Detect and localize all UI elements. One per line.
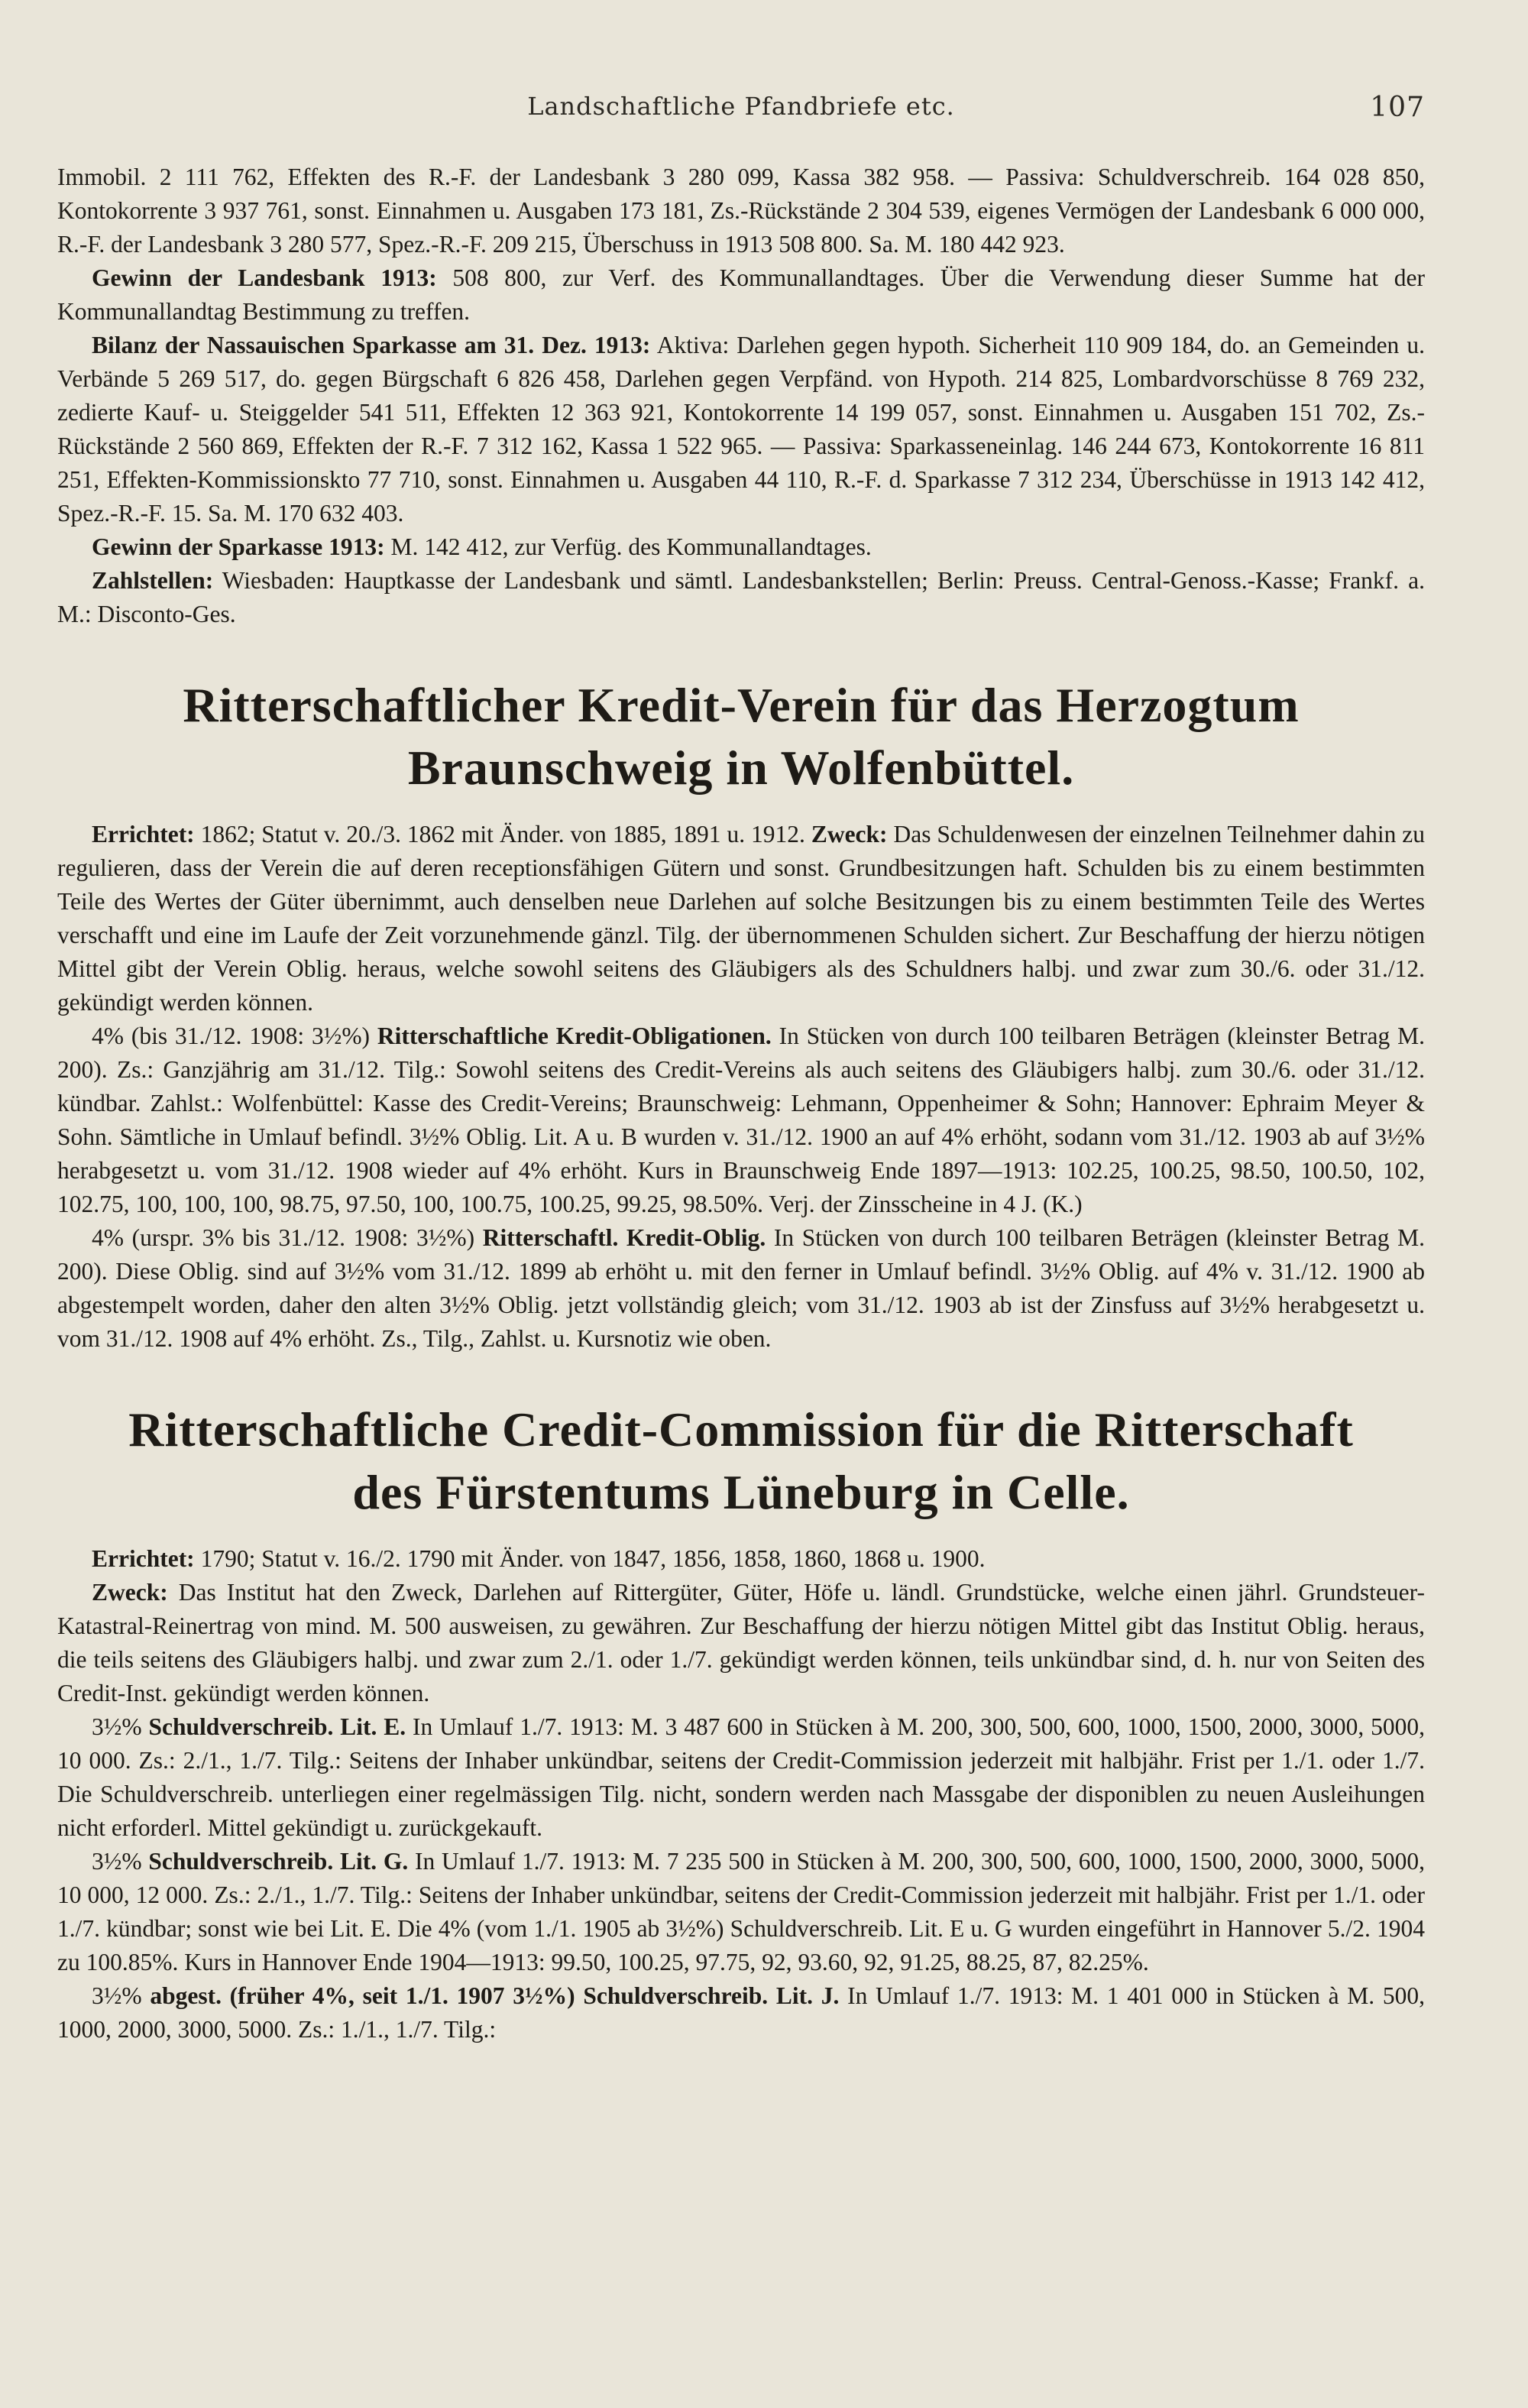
paragraph-lit-j [57, 1979, 1425, 2047]
paragraph-kredit-obligationen [57, 1019, 1425, 1221]
bilanz-sparkasse-text: Aktiva: Darlehen gegen hypoth. Sicherheit 110 909 184, do. an Gemeinden u. Verbände 5 269 517, do. gegen Bürgschaft 6 826 458, Darlehen gegen Verpfänd. von Hypoth. 214 825, Lombardvorschüsse 8 769 232, zedierte Kauf- u. Steiggelder 541 511, Effekten 12 363 921, Kontokorrente 14 199 057, sonst. Einnahmen u. Ausgaben 151 702, Zs.-Rückstände 2 560 869, Effekten der R.-F. 7 312 162, Kassa 1 522 965. — Passiva: Sparkasseneinlag. 146 244 673, Kontokorrente 16 811 251, Effekten-Kommissionskto 77 710, sonst. Einnahmen u. Ausgaben 44 110, R.-F. d. Sparkasse 7 312 234, Überschüsse in 1913 142 412, Spez.-R.-F. 15. Sa. M. 170 632 403. [57, 332, 1425, 527]
errichtet-label: Errichtet: [92, 1545, 195, 1572]
lit-e-label: Schuldverschreib. Lit. E. [148, 1713, 406, 1740]
errichtet-text: 1790; Statut v. 16./2. 1790 mit Änder. von 1847, 1856, 1858, 1860, 1868 u. 1900. [194, 1545, 986, 1572]
section-title-kredit-verein [57, 674, 1425, 799]
paragraph-zahlstellen [57, 564, 1425, 631]
paragraph-lit-g [57, 1845, 1425, 1979]
paragraph-gewinn-landesbank [57, 261, 1425, 329]
page-number: 107 [1370, 92, 1425, 123]
balance-text: Immobil. 2 111 762, Effekten des R.-F. der Landesbank 3 280 099, Kassa 382 958. — Passiva: Schuldverschreib. 164 028 850, Kontokorrente 3 937 761, sonst. Einnahmen u. Ausgaben 173 181, Zs.-Rückstände 2 304 539, eigenes Vermögen der Landesbank 6 000 000, R.-F. der Landesbank 3 280 577, Spez.-R.-F. 209 215, Überschuss in 1913 508 800. Sa. M. 180 442 923. [57, 164, 1425, 258]
rate-prefix: 3½% [92, 1848, 149, 1875]
rate-prefix: 4% (bis 31./12. 1908: 3½%) [92, 1023, 377, 1049]
section-title-line: Ritterschaftlicher Kredit-Verein für das Herzogtum [183, 678, 1300, 732]
zweck-label: Zweck: [92, 1579, 168, 1606]
rate-prefix: 3½% [92, 1982, 151, 2009]
gewinn-landesbank-label: Gewinn der Landesbank 1913: [92, 264, 437, 291]
running-title: Landschaftliche Pfandbriefe etc. [527, 92, 955, 121]
kredit-oblig-text: In Stücken von durch 100 teilbaren Beträgen (kleinster Betrag M. 200). Diese Oblig. sind auf 3½% vom 31./12. 1899 ab erhöht u. mit den ferner in Umlauf befindl. 3½% Oblig. auf 4% v. 31./12. 1900 ab abgestempelt worden, daher den alten 3½% Oblig. jetzt vollständig gleich; vom 31./12. 1903 ab ist der Zinsfuss auf 3½% herabgesetzt u. vom 31./12. 1908 auf 4% erhöht. Zs., Tilg., Zahlst. u. Kursnotiz wie oben. [57, 1224, 1425, 1352]
paragraph-errichtet [57, 1542, 1425, 1576]
gewinn-sparkasse-text: M. 142 412, zur Verfüg. des Kommunallandtages. [384, 533, 872, 560]
lit-g-text: In Umlauf 1./7. 1913: M. 7 235 500 in Stücken à M. 200, 300, 500, 600, 1000, 1500, 2000, 3000, 5000, 10 000, 12 000. Zs.: 2./1., 1./7. Tilg.: Seitens der Inhaber unkündbar, seitens der Credit-Commission jederzeit mit halbjähr. Frist per 1./1. oder 1./7. kündbar; sonst wie bei Lit. E. Die 4% (vom 1./1. 1905 ab 3½%) Schuldverschreib. Lit. E u. G wurden eingeführt in Hannover 5./2. 1904 zu 100.85%. Kurs in Hannover Ende 1904—1913: 99.50, 100.25, 97.75, 92, 93.60, 92, 91.25, 88.25, 87, 82.25%. [57, 1848, 1425, 1975]
kredit-obligationen-label: Ritterschaftliche Kredit-Obligationen. [377, 1023, 772, 1049]
lit-j-label: abgest. (früher 4%, seit 1./1. 1907 3½%) Schuldverschreib. Lit. J. [150, 1982, 840, 2009]
zweck-text: Das Schuldenwesen der einzelnen Teilnehmer dahin zu regulieren, dass der Verein die auf deren receptionsfähigen Gütern und sonst. Grundbesitzungen haft. Schulden bis zu einem bestimmten Teile des Wertes der Güter übernimmt, auch denselben neue Darlehen auf solche Besitzungen bis zu einem bestimmten Teile des Wertes verschafft und eine im Laufe der Zeit vorzunehmende gänzl. Tilg. der übernommenen Schulden sichert. Zur Beschaffung der hierzu nötigen Mittel gibt der Verein Oblig. heraus, welche sowohl seitens des Gläubigers als des Schuldners halbj. und zwar zum 30./6. oder 31./12. gekündigt werden können. [57, 821, 1425, 1016]
paragraph-errichtet-zweck [57, 818, 1425, 1019]
paragraph-zweck [57, 1576, 1425, 1710]
bilanz-sparkasse-label: Bilanz der Nassauischen Sparkasse am 31. Dez. 1913: [92, 332, 651, 358]
gewinn-sparkasse-label: Gewinn der Sparkasse 1913: [92, 533, 385, 560]
zahlstellen-text: Wiesbaden: Hauptkasse der Landesbank und sämtl. Landesbankstellen; Berlin: Preuss. Central-Genoss.-Kasse; Frankf. a. M.: Disconto-Ges. [57, 567, 1425, 627]
section-title-line: Ritterschaftliche Credit-Commission für die Ritterschaft [128, 1402, 1354, 1457]
lit-j-text: In Umlauf 1./7. 1913: M. 1 401 000 in Stücken à M. 500, 1000, 2000, 3000, 5000. Zs.: 1./1., 1./7. Tilg.: [57, 1982, 1426, 2043]
zweck-label: Zweck: [811, 821, 888, 847]
kredit-obligationen-text: In Stücken von durch 100 teilbaren Beträgen (kleinster Betrag M. 200). Zs.: Ganzjährig am 31./12. Tilg.: Sowohl seitens des Credit-Vereins als auch seitens des Gläubigers halbj. zum 30./6. oder 31./12. kündbar. Zahlst.: Wolfenbüttel: Kasse des Credit-Vereins; Braunschweig: Lehmann, Oppenheimer & Sohn; Hannover: Ephraim Meyer & Sohn. Sämtliche in Umlauf befindl. 3½% Oblig. Lit. A u. B wurden v. 31./12. 1900 an auf 4% erhöht, sodann vom 31./12. 1903 ab auf 3½% herabgesetzt u. vom 31./12. 1908 wieder auf 4% erhöht. Kurs in Braunschweig Ende 1897—1913: 102.25, 100.25, 98.50, 100.50, 102, 102.75, 100, 100, 100, 98.75, 97.50, 100, 100.75, 100.25, 99.25, 98.50%. Verj. der Zinsscheine in 4 J. (K.) [57, 1023, 1425, 1217]
paragraph-balance-continued [57, 160, 1425, 261]
errichtet-label: Errichtet: [92, 821, 195, 847]
paragraph-gewinn-sparkasse [57, 530, 1425, 564]
paragraph-lit-e [57, 1710, 1425, 1845]
lit-g-label: Schuldverschreib. Lit. G. [148, 1848, 409, 1875]
section-title-credit-commission [57, 1398, 1425, 1524]
gewinn-landesbank-text: 508 800, zur Verf. des Kommunallandtages. Über die Verwendung dieser Summe hat der Kommunallandtag Bestimmung zu treffen. [57, 264, 1425, 325]
zahlstellen-label: Zahlstellen: [92, 567, 214, 594]
kredit-oblig-label: Ritterschaftl. Kredit-Oblig. [482, 1224, 766, 1251]
rate-prefix: 4% (urspr. 3% bis 31./12. 1908: 3½%) [92, 1224, 483, 1251]
section-title-line: Braunschweig in Wolfenbüttel. [407, 741, 1075, 795]
running-head [57, 92, 1425, 160]
rate-prefix: 3½% [92, 1713, 149, 1740]
lit-e-text: In Umlauf 1./7. 1913: M. 3 487 600 in Stücken à M. 200, 300, 500, 600, 1000, 1500, 2000, 3000, 5000, 10 000. Zs.: 2./1., 1./7. Tilg.: Seitens der Inhaber unkündbar, seitens der Credit-Commission jederzeit mit halbjähr. Frist per 1./1. oder 1./7. Die Schuldverschreib. unterliegen einer regelmässigen Tilg. nicht, sondern werden nach Massgabe der disponiblen zu neuen Ausleihungen nicht erforderl. Mittel gekündigt u. zurückgekauft. [57, 1713, 1425, 1841]
paragraph-bilanz-sparkasse [57, 329, 1425, 530]
section-title-line: des Fürstentums Lüneburg in Celle. [352, 1465, 1130, 1519]
paragraph-kredit-oblig [57, 1221, 1425, 1356]
zweck-text: Das Institut hat den Zweck, Darlehen auf Rittergüter, Güter, Höfe u. ländl. Grundstücke, welche einen jährl. Grundsteuer-Katastral-Reinertrag von mind. M. 500 ausweisen, zu gewähren. Zur Beschaffung der hierzu nötigen Mittel gibt das Institut Oblig. heraus, die teils seitens des Gläubigers halbj. und zwar zum 2./1. oder 1./7. gekündigt werden können, teils unkündbar sind, d. h. nur von Seiten des Credit-Inst. gekündigt werden können. [57, 1579, 1425, 1706]
errichtet-text: 1862; Statut v. 20./3. 1862 mit Änder. von 1885, 1891 u. 1912. [194, 821, 811, 847]
